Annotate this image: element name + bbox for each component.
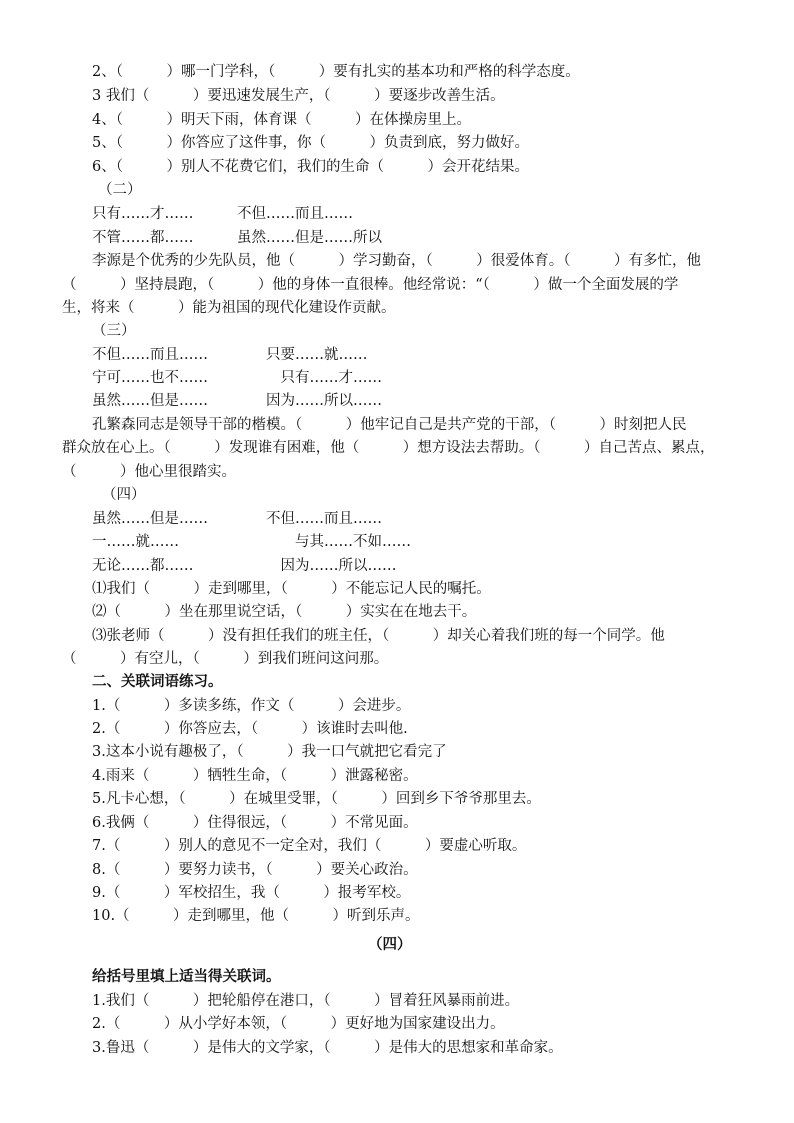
text-line: 3.这本小说有趣极了，（ ）我一口气就把它看完了 [92,744,447,760]
text-line: 6、（ ）别人不花费它们，我们的生命（ ）会开花结果。 [92,159,529,175]
text-line: 虽然……但是…… 因为……所以…… [92,393,382,409]
text-line: 7.（ ）别人的意见不一定全对，我们（ ）要虚心听取。 [92,838,527,854]
text-line: （ ）有空儿，（ ）到我们班问这问那。 [62,651,389,667]
text-line: 4.雨来（ ）牺牲生命，（ ）泄露秘密。 [92,768,418,784]
text-line: 4、（ ）明天下雨，体育课（ ）在体操房里上。 [92,112,471,128]
text-line: 8.（ ）要努力读书，（ ）要关心政治。 [92,862,418,878]
text-line: 宁可……也不…… 只有……才…… [92,370,382,386]
text-line: 2.（ ）你答应去，（ ）该谁时去叫他. [92,721,408,737]
text-line: （四） [102,487,146,503]
text-line: 6.我俩（ ）住得很远，（ ）不常见面。 [92,815,418,831]
text-line: （三） [92,323,136,339]
text-line: 5、（ ）你答应了这件事，你（ ）负责到底，努力做好。 [92,135,529,151]
text-line: 9.（ ）军校招生，我（ ）报考军校。 [92,885,411,901]
text-line: ⑵（ ）坐在那里说空话，（ ）实实在在地去干。 [92,604,477,620]
text-line: 李源是个优秀的少先队员，他（ ）学习勤奋，（ ）很爱体育。（ ）有多忙，他 [92,253,701,269]
text-line: 2、（ ）哪一门学科，（ ）要有扎实的基本功和严格的科学态度。 [92,64,580,80]
text-line: 1.（ ）多读多练，作文（ ）会进步。 [92,698,411,714]
text-line: 无论……都…… 因为……所以…… [92,558,397,574]
text-line: 5.凡卡心想，（ ）在城里受罪，（ ）回到乡下爷爷那里去。 [92,791,541,807]
text-line: 只有……才…… 不但……而且…… [92,206,353,222]
text-line: （二） [98,182,142,198]
text-line: （四） [368,936,412,953]
text-line: 一……就…… 与其……不如…… [92,534,411,550]
text-line: ⑴我们（ ）走到哪里，（ ）不能忘记人民的嘱托。 [92,581,491,597]
text-line: ⑶张老师（ ）没有担任我们的班主任，（ ）却关心着我们班的每一个同学。他 [92,628,665,644]
text-line: 二、关联词语练习。 [92,673,223,690]
text-line: 2.（ ）从小学好本领，（ ）更好地为国家建设出力。 [92,1016,505,1032]
text-line: 10.（ ）走到哪里，他（ ）听到乐声。 [92,908,420,924]
text-line: 给括号里填上适当得关联词。 [92,968,281,985]
text-line: 生，将来（ ）能为祖国的现代化建设作贡献。 [62,300,396,316]
text-line: 虽然……但是…… 不但……而且…… [92,511,382,527]
text-line: （ ）坚持晨跑，（ ）他的身体一直很棒。他经常说：“（ ）做一个全面发展的学 [62,277,679,293]
text-line: 孔繁森同志是领导干部的楷模。（ ）他牢记自己是共产党的干部，（ ）时刻把人民 [92,417,687,433]
text-line: （ ）他心里很踏实。 [62,464,236,480]
text-line: 3 我们（ ）要迅速发展生产，（ ）要逐步改善生活。 [92,88,505,104]
text-line: 群众放在心上。（ ）发现谁有困难，他（ ）想方设法去帮助。（ ）自己苦点、累点， [62,440,715,456]
text-line: 不但……而且…… 只要……就…… [92,347,368,363]
text-line: 不管……都…… 虽然……但是……所以 [92,230,382,246]
text-line: 3.鲁迅（ ）是伟大的文学家，（ ）是伟大的思想家和革命家。 [92,1040,563,1056]
text-line: 1.我们（ ）把轮船停在港口，（ ）冒着狂风暴雨前进。 [92,993,520,1009]
